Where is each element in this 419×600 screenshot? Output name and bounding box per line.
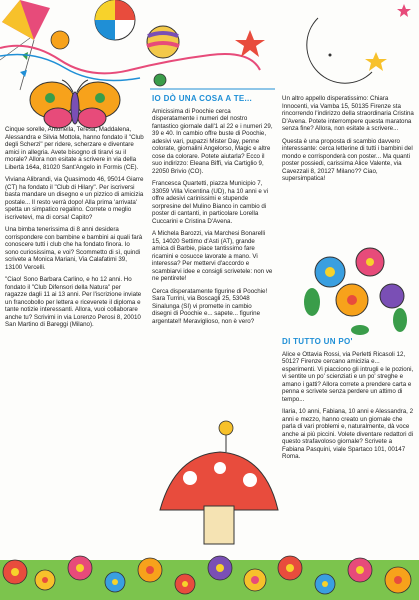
announcement-paragraph: Questa è una proposta di scambio davvero interessante: cerca letterine di tutti i bambini del mondo e corrisponderà con poster... Ma quanti poster possiedi, carissima Alice Valente, via Cavezzali 8, 20127 Milano?? Ciao, supersimpatica! <box>282 137 413 182</box>
announcement-paragraph: Un altro appello disperatissimo: Chiara Innocenti, via Vamba 15, 50135 Firenze sta rincorrendo l'indirizzo della straordinaria Cristina D'Avena. Potete interrompere questa maratona senza fine? Allora, non esitate a scrivere... <box>282 95 414 132</box>
announcement-paragraph: Ilaria, 10 anni, Fabiana, 10 anni e Alessandra, 2 anni e mezzo, hanno creato un giornale che parla di vari problemi e, naturalmente, dà voce anche ai più piccini. Volete diventare redattori di questo strafavoloso giornale? Scrivete a Fabiana Pasquini, viale Spartaco 101, 00147 Roma. <box>282 408 414 460</box>
announcement-paragraph: "Ciao! Sono Barbara Carlino, e ho 12 anni. Ho fondato il "Club Difensori della Natura" per ragazze dagli 11 ai 13 anni. Per l'iscrizione inviate un francobollo per lettera e riceverete il diploma e tante notizie interessanti. Allora, vuoi collaborare anche tu? Scrivimi in via Lorenzo Perosi 8, 20010 San Martino di Bareggi (Milano). <box>5 276 142 328</box>
butterfly-icon <box>30 80 120 128</box>
planet-icon <box>147 26 179 58</box>
section-heading-exchange: IO DÒ UNA COSA A TE... <box>152 94 253 103</box>
announcement-paragraph: Amicissima di Poochie cerca disperatamente i numeri del nostro fantastico giornale dall'1 al 22 e i numeri 29, 39 e 40. In cambio offre buste di Poochie, adesivi vari, pupazzi Mister Day, penne colorate, giornalini Angelorso, Magic e altre cose da colorare. Potete aiutarla? Ecco il suo indirizzo: Eleana Biffi, via Cartiglio 9, 22050 Brivio (CO). <box>152 107 273 175</box>
beach-ball-icon <box>95 0 135 40</box>
moon-icon <box>307 18 372 83</box>
announcement-paragraph: Viviana Alibrandi, via Quasimodo 46, 95014 Giarre (CT) ha fondato il "Club di Hilary". Per iscriversi basta mandare un disegno e un pizzico di amicizia postale... Il resto verrà dopo! Alla prima 'arrivata' spetta un simpatico regalino. Correte o meglio iscrivetevi, ma di corsa! Capito? <box>5 176 144 221</box>
column-left <box>5 126 144 334</box>
column-right-lower <box>282 338 414 466</box>
flower-border-icon <box>0 556 419 600</box>
column-middle <box>152 95 273 330</box>
announcement-paragraph: Cinque sorelle, Antonella, Teresa, Maddalena, Alessandra e Silvia Mottola, hanno fondato il "Club degli Scherzi" per ridere, scherzare e diventare amici in allegria. Avete bisogno di tirarvi su il morale? Allora non esitate a scrivere in via della Libertà 164a, 81020 Sant'Angelo in Formis (CE). <box>5 126 144 171</box>
column-right <box>282 95 414 188</box>
star-icon <box>235 4 411 71</box>
announcement-paragraph: Cerca disperatamente figurine di Poochie! Sara Turrini, via Boscagli 25, 53048 Sinalunga (SI) vi promette in cambio disegni di Poochie e... sapete... figurine argentate!! Meraviglioso, non è vero? <box>152 287 268 325</box>
announcement-paragraph: Francesca Quartetti, piazza Municipio 7, 33059 Villa Vicentina (UD), ha 10 anni e vi offre adesivi carinissimi e stupende sorpresine del Mulino Bianco in cambio di poster di cantanti, in particolare Lorella Cuccarini e Cristina D'Avena. <box>152 180 269 225</box>
kite-icon <box>0 0 50 90</box>
announcement-paragraph: Alice e Ottavia Rossi, via Perletti Ricasoli 12, 50127 Firenze cercano amicizia e... esperimenti. Vi piacciono gli intrugli e le pozioni, vi sentite un po' scienziati e un po' streghe e amano i gatti? Allora correte a prendere carta e penna e scrivete senza perdere un attimo di tempo... <box>282 350 414 403</box>
announcement-paragraph: Una bimba tenerissima di 8 anni desidera corrispondere con bambine e bambini ai quali farà conoscere tutti i club che ha fondato finora. Io sono curiosissima, e voi? Scommetto di sì, quindi scrivete a Monica Mariani, Via Calafatimi 39, 13100 Vercelli. <box>5 226 143 271</box>
mushroom-icon <box>160 421 278 544</box>
flowers-icon <box>304 248 407 335</box>
announcement-paragraph: A Michela Barozzi, via Marchesi Bonarelli 15, 14020 Settimo d'Asti (AT), grande amica di Barbie, piace tantissimo fare ricamini e cosucce lavorate a mano. Vi interessa? Per mettervi d'accordo e scambiarvi idee e consigli scrivetele: non ve ne pentirete! <box>152 230 273 282</box>
section-heading-misc: DI TUTTO UN PO' <box>282 337 353 346</box>
